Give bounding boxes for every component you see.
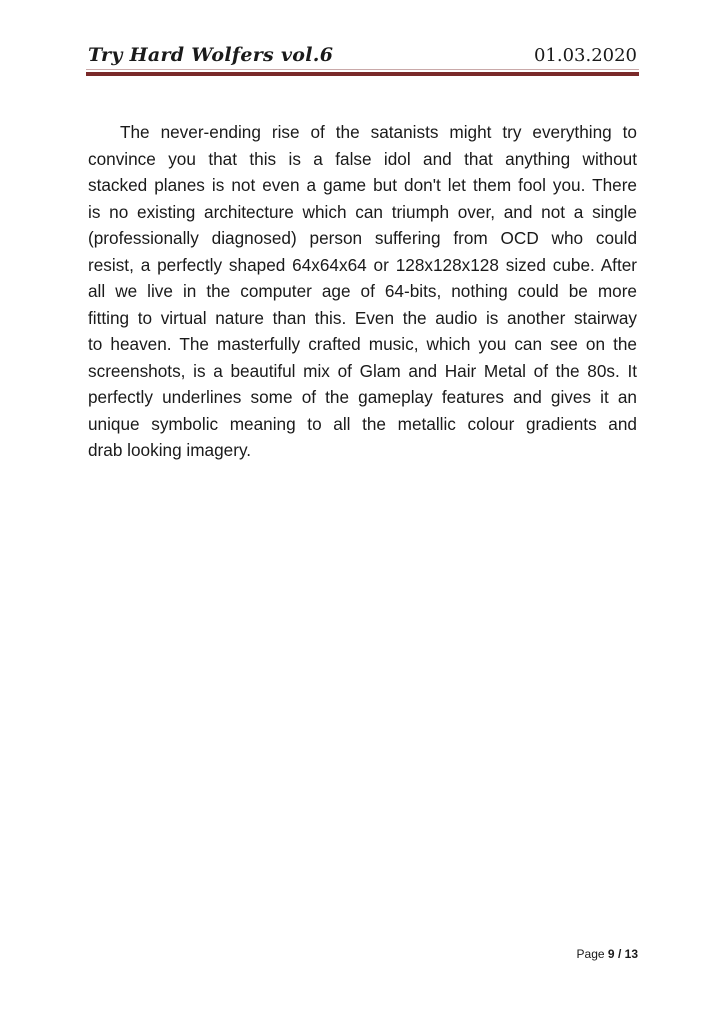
text-line: screenshots, is a beautiful mix of Glam and Hair Metal of the 80s. It [88,360,637,381]
text-line: unique symbolic meaning to all the metallic colour gradients and [88,413,637,434]
text-line: (professionally diagnosed) person suffering from OCD who could [88,228,637,248]
header-title: Try Hard Wolfers vol.6 [88,44,334,66]
text-line: convince you that this is a false idol and that anything without [88,148,637,169]
header-rule-thick [86,72,639,76]
text-line: drab looking imagery. [88,440,252,460]
page-number [577,947,638,961]
text-line: perfectly underlines some of the gameplay features and gives it an [88,387,637,407]
text-line: stacked planes is not even a game but don't let them fool you. There [88,175,637,195]
total-pages: 13 [624,947,638,961]
text-line: fitting to virtual nature than this. Even the audio is another stairway [88,307,637,328]
text-line: to heaven. The masterfully crafted music, which you can see on the [88,334,637,354]
body-paragraph [88,119,637,464]
text-line: all we live in the computer age of 64-bits, nothing could be more [88,281,637,301]
current-page: 9 [607,947,615,961]
page-label: Page [576,947,605,961]
header-rule-thin [86,69,639,70]
header-date: 01.03.2020 [533,45,637,66]
text-line: resist, a perfectly shaped 64x64x64 or 128x128x128 sized cube. After [88,254,637,275]
text-line: is no existing architecture which can triumph over, and not a single [88,201,637,222]
text-line: The never-ending rise of the satanists might try everything to [120,122,637,142]
page-separator: / [617,947,622,961]
